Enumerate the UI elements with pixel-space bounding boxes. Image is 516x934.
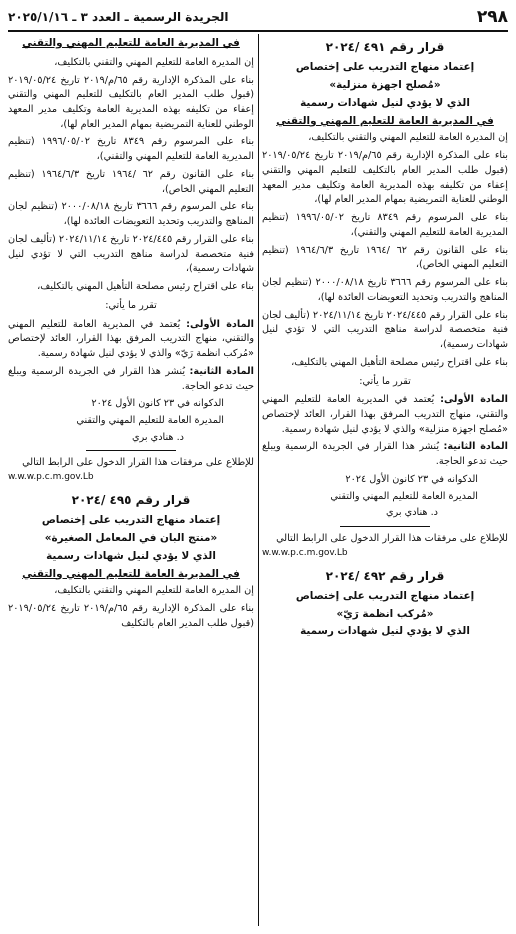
column-divider (258, 34, 259, 926)
preamble-para: بناء على المذكرة الإدارية رقم ٦٥/م/٢٠١٩ تاريخ ٢٠١٩/٠٥/٢٤ (قبول طلب المدير العام بالتكليف للتعليم المهني والتقني إعفاء من تكليفه بهذه المديرية العامة وتكليف مدير المعهد الوطني للعناية التمريضية بمهام المدير العام لها)، (8, 74, 254, 130)
preamble-para: بناء على القرار رقم ٢٠٢٤/٤٤٥ تاريخ ٢٠٢٤/١١/١٤ (تأليف لجان فنية متخصصة لدراسة مناهج التدريب التي لا تؤدي لنيل شهادات رسمية)، (8, 233, 254, 275)
decree-subtitle: إعتماد منهاج التدريب على إختصاص (295, 589, 475, 602)
article-1-text: يُعتمد في المديرية العامة للتعليم المهني والتقني، منهاج التدريب المرفق بهذا القرار، العائد لإختصاص «مُركب انظمة رَيّ» والذي لا يؤدي لنيل شهادة رسمية. (8, 318, 254, 360)
decree-specialty: «منتج البان في المعامل الصغيرة» (44, 531, 218, 544)
article-2-label: المادة الثانية: (443, 441, 508, 453)
preamble-para: إن المديرة العامة للتعليم المهني والتقني بالتكليف، (54, 585, 254, 597)
decree-note: الذي لا يؤدي لنيل شهادات رسمية (300, 625, 470, 638)
preamble-para: بناء على المرسوم رقم ٣٦٦٦ تاريخ ٢٠٠٠/٠٨/١٨ (تنظيم لجان المناهج والتدريب وتحديد التعويضات العائدة لها)، (8, 201, 254, 228)
signer-name: د. هنادي بري (385, 507, 438, 519)
decree-495 (8, 491, 254, 632)
preamble-para: بناء على المرسوم رقم ٨٣٤٩ تاريخ ١٩٩٦/٠٥/٠٢ (تنظيم المديرية العامة للتعليم المهني والتقني)، (8, 136, 255, 163)
preamble-para: بناء على اقتراح رئيس مصلحة التأهيل المهني بالتكليف، (37, 281, 254, 293)
preamble-para: بناء على القانون رقم ٦٢ /١٩٦٤ تاريخ ١٩٦٤/٦/٣ (تنظيم التعليم المهني الخاص)، (8, 168, 255, 195)
signature-date: الدكوانه في ٢٣ كانون الأول ٢٠٢٤ (345, 473, 478, 485)
article-1-label: المادة الأولى: (440, 394, 508, 406)
article-1 (8, 318, 254, 362)
attachments-url[interactable]: w.w.w.p.c.m.gov.Lb (8, 472, 94, 483)
article-2-text: يُنشر هذا القرار في الجريدة الرسمية ويبلغ حيث تدعو الحاجة. (262, 441, 508, 468)
article-2 (8, 365, 254, 394)
decree-title: قرار رقم ٤٩٥ /٢٠٢٤ (71, 492, 191, 507)
decree-492 (262, 567, 508, 641)
decree-specialty: «مُصلح اجهزة منزلية» (329, 79, 441, 92)
separator (86, 450, 176, 451)
signer-title: المديرة العامة للتعليم المهني والتقني (76, 414, 224, 426)
left-column (8, 36, 254, 635)
signature-date: الدكوانه في ٢٣ كانون الأول ٢٠٢٤ (91, 398, 224, 410)
separator (340, 526, 430, 527)
decree-specialty: «مُركب انظمة رَيّ» (336, 607, 434, 620)
gazette-title: الجريدة الرسمية ـ العدد ٣ ـ ٢٠٢٥/١/١٦ (8, 10, 229, 24)
signer-name: د. هنادي بري (131, 431, 184, 443)
right-column (262, 36, 508, 642)
decree-authority: في المديرية العامة للتعليم المهني والتقني (22, 567, 240, 580)
decree-title: قرار رقم ٤٩٢ /٢٠٢٤ (325, 568, 445, 583)
article-2-text: يُنشر هذا القرار في الجريدة الرسمية ويبلغ حيث تدعو الحاجة. (8, 365, 254, 392)
decree-subtitle: إعتماد منهاج التدريب على إختصاص (41, 514, 221, 527)
signer-title: المديرة العامة للتعليم المهني والتقني (330, 490, 478, 502)
decree-title: قرار رقم ٤٩١ /٢٠٢٤ (325, 40, 445, 54)
preamble-para: بناء على المذكرة الإدارية رقم ٦٥/م/٢٠١٩ تاريخ ٢٠١٩/٠٥/٢٤ (قبول طلب المدير العام بالتكليف للتعليم المهني والتقني إعفاء من تكليفه بهذه المديرية العامة وتكليف مدير المعهد الوطني للعناية التمريضية بمهام المدير العام لها)، (262, 150, 508, 206)
article-1 (262, 393, 508, 437)
article-1-label: المادة الأولى: (186, 318, 254, 330)
decree-note: الذي لا يؤدي لنيل شهادات رسمية (46, 549, 216, 562)
decree-494 (8, 36, 254, 485)
attachments-link-text: للإطلاع على مرفقات هذا القرار الدخول على الرابط التالي (22, 457, 254, 469)
preamble-para: بناء على المرسوم رقم ٨٣٤٩ تاريخ ١٩٩٦/٠٥/٠٢ (تنظيم المديرية العامة للتعليم المهني والتقني)، (262, 212, 509, 238)
preamble-para: إن المديرة العامة للتعليم المهني والتقني بالتكليف، (308, 132, 508, 144)
decree-authority: في المديرية العامة للتعليم المهني والتقني (276, 114, 494, 127)
decree-subtitle: إعتماد منهاج التدريب على إختصاص (295, 61, 475, 74)
preamble-para: بناء على المرسوم رقم ٣٦٦٦ تاريخ ٢٠٠٠/٠٨/١٨ (تنظيم لجان المناهج والتدريب وتحديد التعويضات العائدة لها)، (262, 277, 508, 303)
decides-line: تقرر ما يأتي: (359, 375, 411, 387)
preamble-para: إن المديرة العامة للتعليم المهني والتقني بالتكليف، (54, 56, 254, 68)
article-2 (262, 440, 508, 469)
preamble-para: بناء على اقتراح رئيس مصلحة التأهيل المهني بالتكليف، (291, 356, 508, 368)
preamble-para: بناء على المذكرة الإدارية رقم ٦٥/م/٢٠١٩ تاريخ ٢٠١٩/٠٥/٢٤ (قبول طلب المدير العام بالتكليف (8, 603, 254, 629)
page-header (8, 4, 508, 32)
preamble-para: بناء على القانون رقم ٦٢ /١٩٦٤ تاريخ ١٩٦٤/٦/٣ (تنظيم التعليم المهني الخاص)، (262, 244, 509, 271)
attachments-link-text: للإطلاع على مرفقات هذا القرار الدخول على الرابط التالي (276, 533, 508, 545)
article-2-label: المادة الثانية: (189, 365, 254, 377)
decides-line: تقرر ما يأتي: (105, 299, 157, 311)
page-number: ٢٩٨ (476, 7, 508, 27)
preamble-para: بناء على القرار رقم ٢٠٢٤/٤٤٥ تاريخ ٢٠٢٤/١١/١٤ (تأليف لجان فنية متخصصة لدراسة مناهج التدريب التي لا تؤدي لنيل شهادات رسمية)، (262, 309, 508, 351)
decree-authority: في المديرية العامة للتعليم المهني والتقني (22, 37, 240, 49)
decree-491 (262, 38, 508, 561)
article-1-text: يُعتمد في المديرية العامة للتعليم المهني والتقني، منهاج التدريب المرفق بهذا القرار، العائد لإختصاص «مُصلح اجهزة منزلية» والذي لا يؤدي لنيل شهادة رسمية. (262, 394, 508, 435)
attachments-url[interactable]: w.w.w.p.c.m.gov.Lb (262, 547, 348, 558)
decree-note: الذي لا يؤدي لنيل شهادات رسمية (300, 96, 470, 109)
